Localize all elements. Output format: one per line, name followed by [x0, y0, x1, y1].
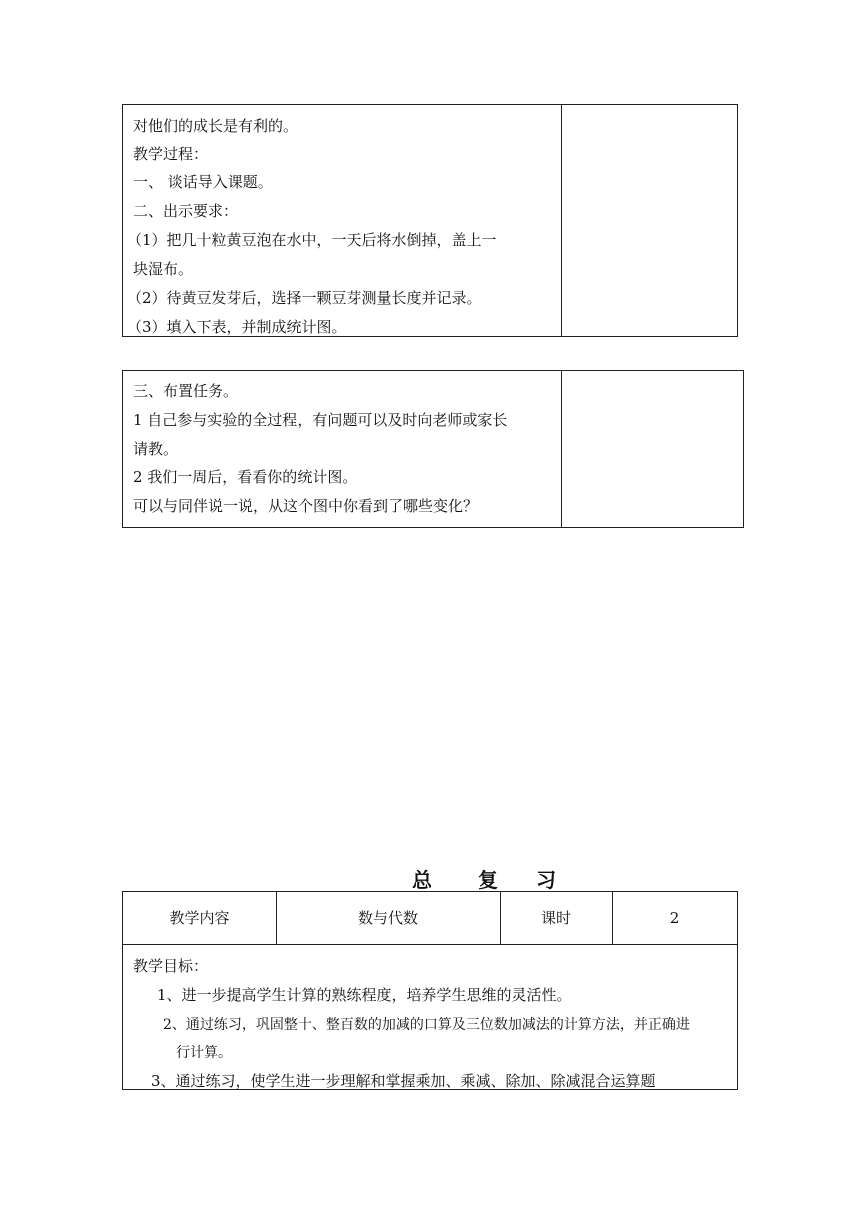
text-line: 2 我们一周后，看看你的统计图。 [133, 468, 358, 486]
title-char: 习 [536, 868, 556, 892]
objective-item: 3、通过练习，使学生进一步理解和掌握乘加、乘减、除加、除减混合运算题 [151, 1072, 656, 1090]
text-line: 块湿布。 [133, 260, 194, 278]
content-label-cell: 教学内容 [169, 909, 230, 927]
objective-item: 2、通过练习，巩固整十、整百数的加减的口算及三位数加减法的计算方法，并正确进 [163, 1017, 690, 1033]
assignment-table [122, 370, 744, 528]
column-divider [561, 371, 562, 527]
title-char: 总 [412, 868, 432, 892]
text-line: 对他们的成长是有利的。 [133, 117, 299, 135]
content-value-cell: 数与代数 [357, 909, 418, 927]
review-lesson-table [122, 891, 738, 1090]
text-line: 请教。 [133, 440, 179, 458]
column-divider [561, 105, 562, 336]
period-label-cell: 课时 [540, 909, 571, 927]
text-line: 一、 谈话导入课题。 [133, 173, 273, 191]
objective-item: 行计算。 [176, 1045, 232, 1061]
text-line: （3）填入下表，并制成统计图。 [127, 318, 347, 336]
title-char: 复 [478, 868, 498, 892]
objective-item: 1、进一步提高学生计算的熟练程度，培养学生思维的灵活性。 [157, 986, 572, 1004]
period-value-cell: 2 [669, 909, 680, 927]
row-divider [123, 944, 737, 945]
text-line: 二、出示要求： [133, 202, 239, 220]
text-line: 1 自己参与实验的全过程，有问题可以及时向老师或家长 [133, 411, 508, 429]
text-line: 可以与同伴说一说，从这个图中你看到了哪些变化？ [133, 497, 479, 515]
text-line: （1）把几十粒黄豆泡在水中，一天后将水倒掉，盖上一 [127, 231, 497, 249]
header-row [123, 892, 737, 944]
lesson-process-table [122, 104, 738, 337]
objectives-label: 教学目标： [133, 957, 209, 975]
text-line: 三、布置任务。 [133, 382, 239, 400]
text-line: 教学过程： [133, 145, 209, 163]
text-line: （2）待黄豆发芽后，选择一颗豆芽测量长度并记录。 [127, 289, 482, 307]
